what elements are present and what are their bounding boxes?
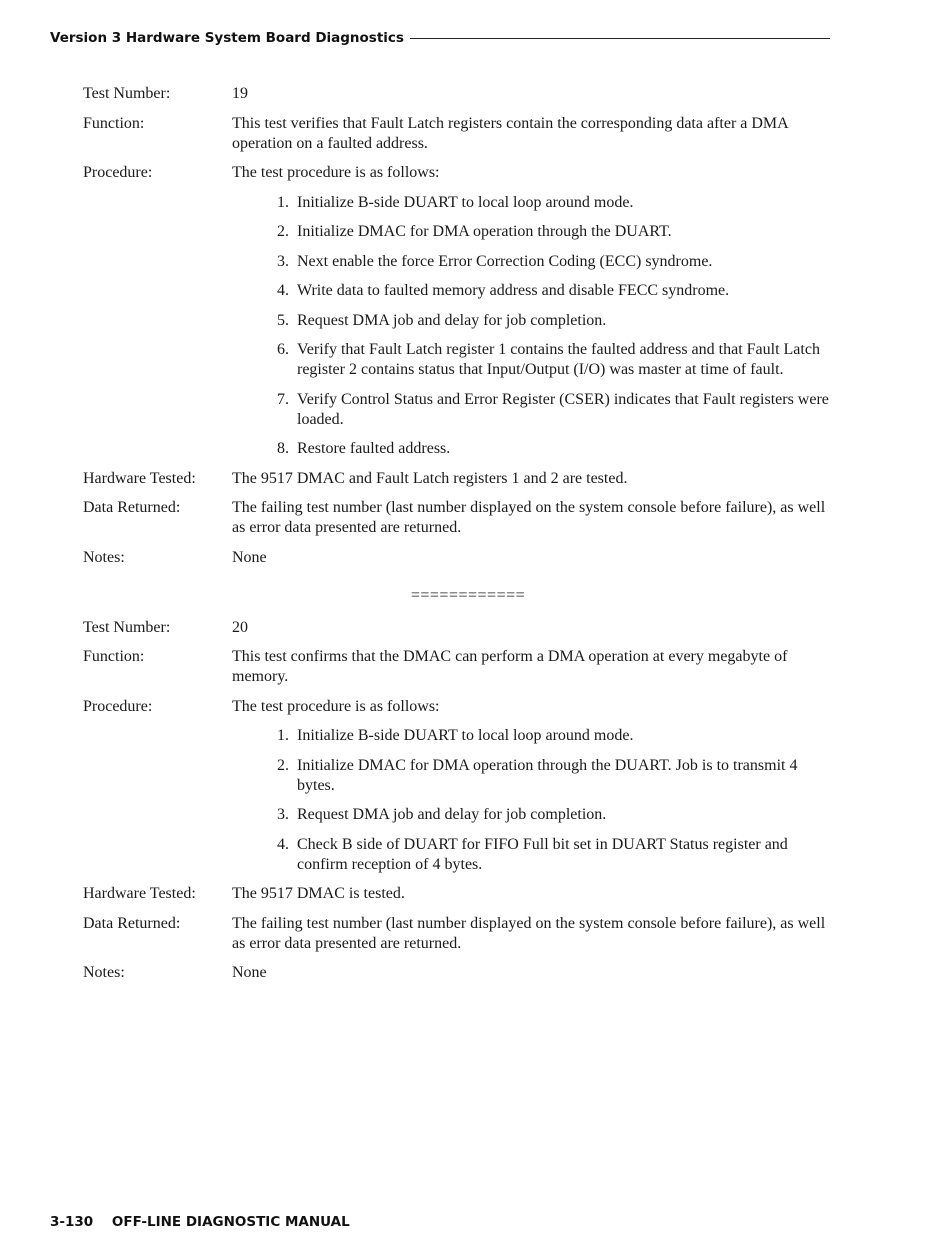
hardware-tested-label: Hardware Tested: — [83, 885, 196, 902]
function-row — [83, 647, 833, 687]
step-text: Restore faulted address. — [297, 440, 451, 457]
data-returned-row — [83, 914, 833, 954]
notes-label: Notes: — [83, 964, 125, 981]
hardware-tested-text: The 9517 DMAC and Fault Latch registers 1 and 2 are tested. — [232, 469, 628, 487]
procedure-body — [232, 697, 833, 875]
data-returned-text: The failing test number (last number displayed on the system console before failure), as well as error data presented are returned. — [232, 914, 826, 952]
header-title: Version 3 Hardware System Board Diagnostics — [50, 30, 404, 46]
step-number: 2. — [277, 223, 289, 240]
step-number: 2. — [277, 756, 289, 774]
step-text: Write data to faulted memory address and disable FECC syndrome. — [297, 282, 730, 299]
notes-row — [83, 548, 833, 568]
page-content — [83, 84, 833, 993]
procedure-step — [232, 311, 833, 331]
test-number-label: Test Number: — [83, 85, 171, 102]
test-section-20 — [83, 618, 833, 984]
step-text: Check B side of DUART for FIFO Full bit set in DUART Status register and confirm reception of 4 bytes. — [297, 835, 788, 873]
hardware-tested-row — [83, 469, 833, 489]
procedure-step — [232, 726, 833, 746]
function-text: This test verifies that Fault Latch registers contain the corresponding data after a DMA operation on a faulted address. — [232, 114, 788, 152]
function-text: This test confirms that the DMAC can perform a DMA operation at every megabyte of memory. — [232, 648, 788, 685]
procedure-step — [232, 193, 833, 213]
test-number-label: Test Number: — [83, 618, 171, 636]
data-returned-row — [83, 498, 833, 538]
step-text: Initialize B-side DUART to local loop around mode. — [297, 193, 634, 211]
procedure-step — [232, 805, 833, 825]
step-number: 7. — [277, 390, 289, 408]
procedure-step — [232, 390, 833, 430]
step-number: 3. — [277, 252, 289, 270]
step-text: Verify that Fault Latch register 1 contains the faulted address and that Fault Latch register 2 contains status that Input/Output (I/O) was master at time of fault. — [297, 341, 820, 378]
procedure-step — [232, 756, 833, 796]
procedure-step — [232, 281, 833, 301]
step-text: Request DMA job and delay for job completion. — [297, 806, 607, 823]
notes-text: None — [232, 548, 267, 566]
function-label: Function: — [83, 114, 145, 132]
data-returned-text: The failing test number (last number displayed on the system console before failure), as well as error data presented are returned. — [232, 499, 826, 536]
procedure-step — [232, 835, 833, 875]
step-number: 3. — [277, 806, 289, 823]
test-number-value: 20 — [232, 618, 248, 636]
step-text: Initialize DMAC for DMA operation through the DUART. Job is to transmit 4 bytes. — [297, 756, 798, 794]
step-text: Initialize DMAC for DMA operation through the DUART. — [297, 223, 672, 240]
manual-title: OFF-LINE DIAGNOSTIC MANUAL — [111, 1214, 350, 1230]
procedure-steps — [232, 726, 833, 875]
procedure-intro: The test procedure is as follows: — [232, 164, 440, 181]
step-number: 1. — [277, 727, 289, 744]
hardware-tested-row — [83, 884, 833, 904]
step-number: 6. — [277, 341, 289, 358]
step-text: Request DMA job and delay for job completion. — [297, 311, 607, 329]
procedure-step — [232, 340, 833, 380]
procedure-label: Procedure: — [83, 164, 153, 181]
procedure-step — [232, 439, 833, 459]
step-text: Initialize B-side DUART to local loop around mode. — [297, 727, 634, 744]
step-number: 8. — [277, 440, 289, 457]
procedure-intro: The test procedure is as follows: — [232, 697, 440, 715]
step-text: Next enable the force Error Correction Coding (ECC) syndrome. — [297, 252, 713, 270]
procedure-steps — [232, 193, 833, 460]
test-number-value: 19 — [232, 85, 248, 102]
test-number-row — [83, 84, 833, 104]
notes-text: None — [232, 964, 267, 981]
data-returned-label: Data Returned: — [83, 914, 181, 932]
function-label: Function: — [83, 648, 145, 665]
step-number: 4. — [277, 835, 289, 853]
notes-label: Notes: — [83, 548, 125, 566]
procedure-step — [232, 252, 833, 272]
step-text: Verify Control Status and Error Register (CSER) indicates that Fault registers were loaded. — [297, 390, 829, 428]
step-number: 1. — [277, 193, 289, 211]
procedure-step — [232, 222, 833, 242]
procedure-row — [83, 697, 833, 875]
step-number: 5. — [277, 311, 289, 329]
step-number: 4. — [277, 282, 289, 299]
data-returned-label: Data Returned: — [83, 499, 181, 516]
section-separator: ============ — [410, 586, 526, 604]
notes-row — [83, 963, 833, 983]
procedure-label: Procedure: — [83, 697, 153, 715]
header-rule — [410, 38, 830, 39]
test-section-19 — [83, 84, 833, 568]
page-footer — [50, 1214, 350, 1230]
page-number: 3-130 — [50, 1214, 94, 1230]
procedure-body — [232, 163, 833, 459]
running-header — [50, 30, 830, 46]
procedure-row — [83, 163, 833, 459]
hardware-tested-text: The 9517 DMAC is tested. — [232, 885, 405, 902]
hardware-tested-label: Hardware Tested: — [83, 469, 196, 487]
function-row — [83, 114, 833, 154]
test-number-row — [83, 618, 833, 638]
